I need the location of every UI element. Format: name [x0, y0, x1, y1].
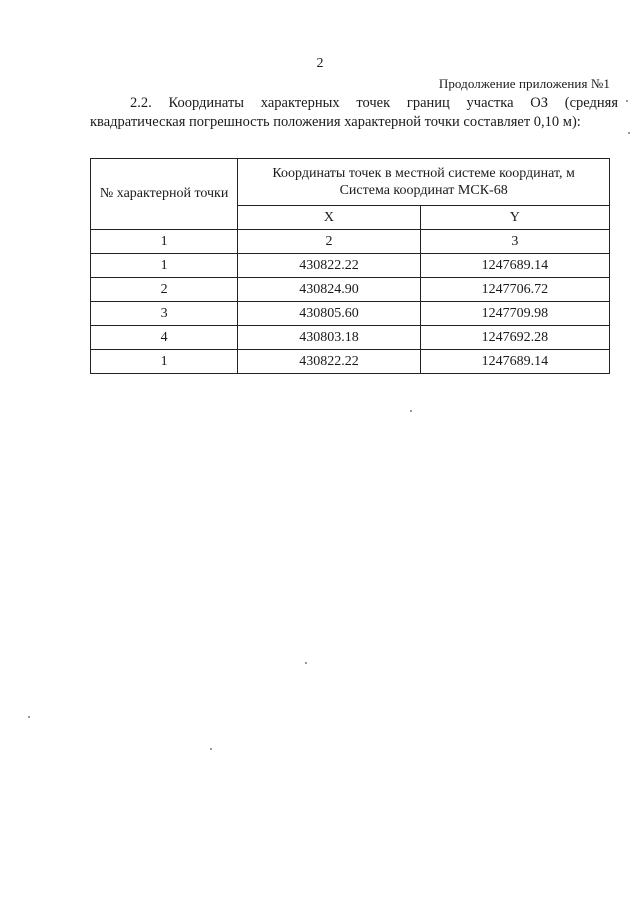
- scan-speck: [626, 100, 628, 102]
- table-row: [91, 302, 610, 326]
- table-row: [91, 350, 610, 374]
- header-coordinates-group: [238, 159, 610, 206]
- section-paragraph: 2.2. Координаты характерных точек границ участка ОЗ (средняя квадратическая погрешность положения характерной точки составляет 0,10 м):: [90, 95, 618, 130]
- header-point-number: № характерной точки: [91, 159, 238, 230]
- table-row: [91, 278, 610, 302]
- point-cell: 4: [91, 326, 238, 350]
- y-cell: 1247706.72: [420, 278, 609, 302]
- point-cell: 3: [91, 302, 238, 326]
- point-cell: 1: [91, 350, 238, 374]
- index-cell: 3: [420, 230, 609, 254]
- scan-speck: [28, 716, 30, 718]
- x-cell: 430824.90: [238, 278, 420, 302]
- y-cell: 1247689.14: [420, 254, 609, 278]
- index-cell: 1: [91, 230, 238, 254]
- header-coordinate-system: Система координат МСК-68: [339, 183, 508, 198]
- table-row: [91, 326, 610, 350]
- continuation-label: Продолжение приложения №1: [438, 76, 610, 91]
- index-cell: 2: [238, 230, 420, 254]
- header-y: Y: [420, 206, 609, 230]
- x-cell: 430822.22: [238, 350, 420, 374]
- point-cell: 2: [91, 278, 238, 302]
- scan-speck: [210, 748, 212, 750]
- scan-speck: [628, 132, 630, 134]
- scan-speck: [305, 662, 307, 664]
- x-cell: 430822.22: [238, 254, 420, 278]
- y-cell: 1247689.14: [420, 350, 609, 374]
- table-header-row: [91, 159, 610, 206]
- coordinates-table: [90, 158, 610, 374]
- y-cell: 1247692.28: [420, 326, 609, 350]
- table-index-row: [91, 230, 610, 254]
- table-row: [91, 254, 610, 278]
- x-cell: 430803.18: [238, 326, 420, 350]
- point-cell: 1: [91, 254, 238, 278]
- header-coordinates-title: Координаты точек в местной системе координат, м: [272, 166, 575, 181]
- scan-speck: [410, 410, 412, 412]
- x-cell: 430805.60: [238, 302, 420, 326]
- y-cell: 1247709.98: [420, 302, 609, 326]
- page-number: 2: [316, 56, 324, 71]
- header-x: X: [238, 206, 420, 230]
